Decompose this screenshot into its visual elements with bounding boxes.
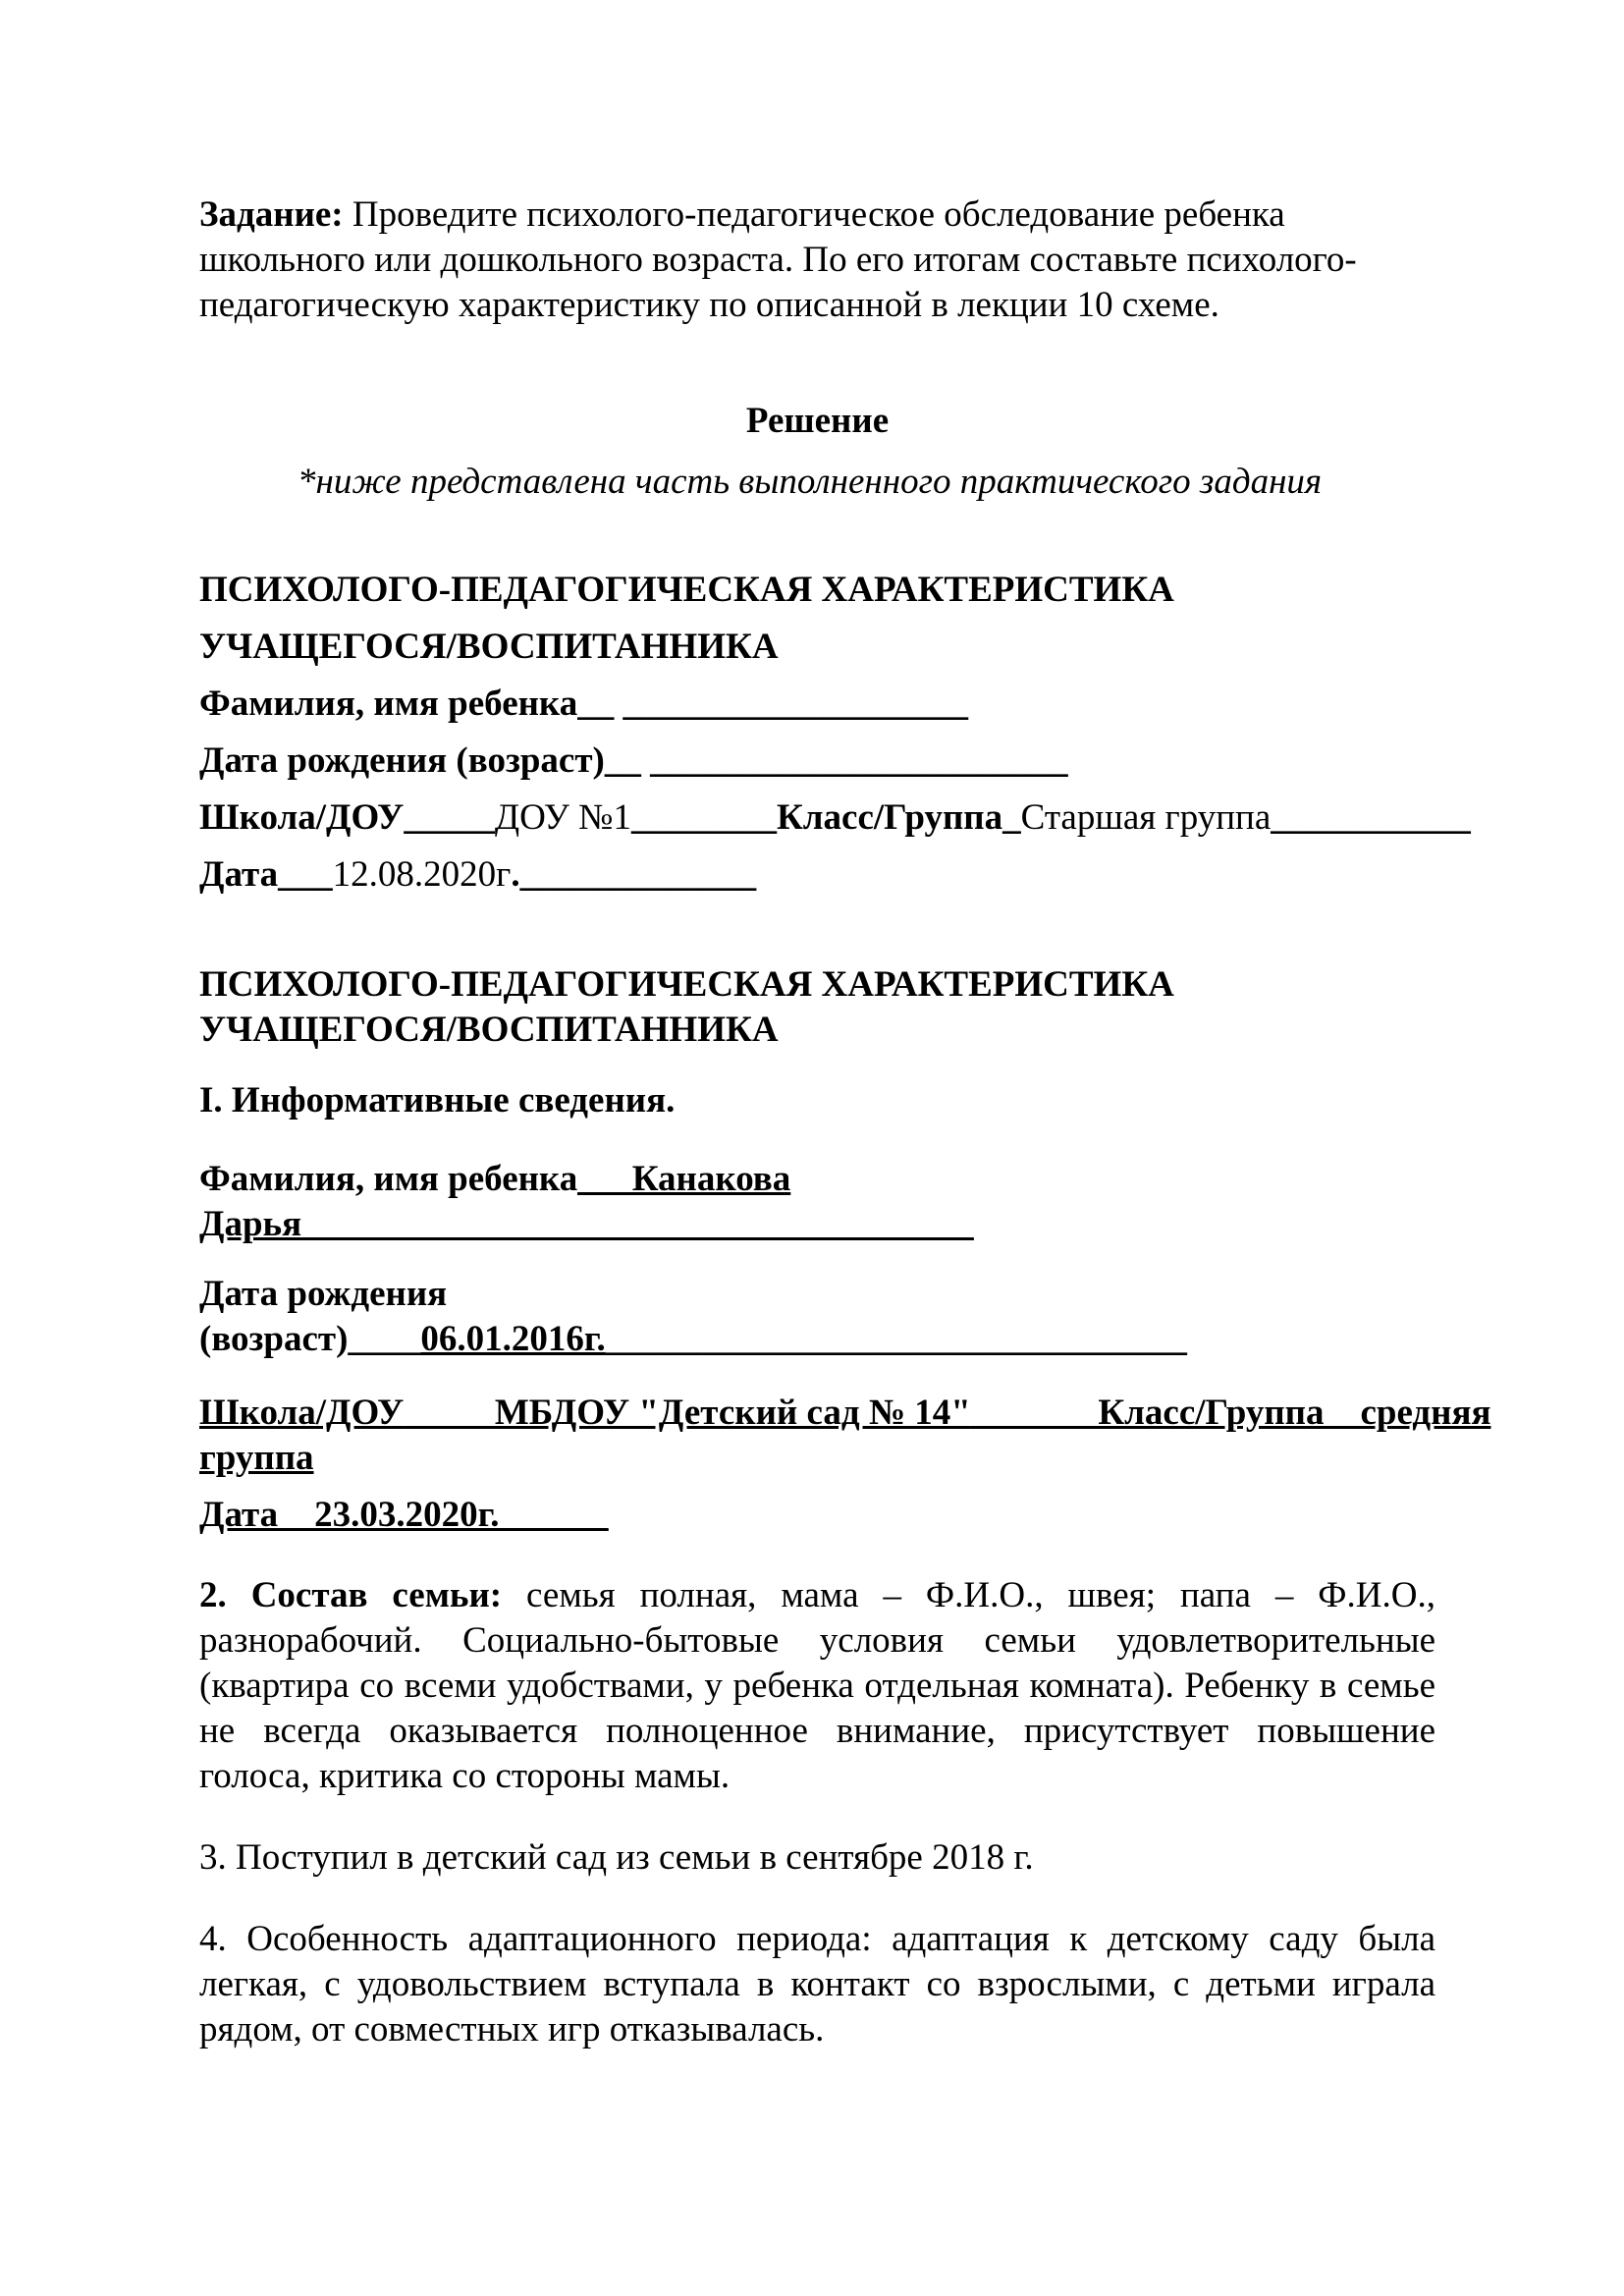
school-sep: _____ [404,1393,495,1433]
date-sep: __ [278,1495,315,1535]
birth-value: 06.01.2016г. [420,1319,606,1359]
filled-date-line [199,1493,1435,1538]
filled-birth-line2 [199,1317,1435,1362]
document-content [199,0,1491,2089]
filled-date-item [199,1493,1435,1538]
date-value: 12.08.2020г [332,854,512,895]
school-sep: _____ [404,797,495,838]
assignment-text: Проведите психолого-педагогическое обследование ребенка школьного или дошкольного возраста. По его итогам составьте психолого-педагогическую характеристику по описанной в лекции 10 схеме. [199,194,1357,325]
family-text: семья полная, мама – Ф.И.О., швея; папа – Ф.И.О., разнорабочий. Социально-бытовые условия семьи удовлетворительные (квартира со всеми удобствами, у ребенка отдельная комната). Ребенку в семье не всегда оказывается полноценное внимание, присутствует повышение голоса, критика со стороны мамы. [199,1575,1435,1796]
name-value: Канакова [631,1159,791,1199]
birth-blank: ________________________________ [605,1319,1187,1359]
blank-form-title-line2: УЧАЩЕГОСЯ/ВОСПИТАННИКА [199,627,779,667]
filled-birth-item [199,1272,1435,1362]
filled-form-title-line1: ПСИХОЛОГО-ПЕДАГОГИЧЕСКАЯ ХАРАКТЕРИСТИКА [199,964,1174,1005]
blank-form-title-line1: ПСИХОЛОГО-ПЕДАГОГИЧЕСКАЯ ХАРАКТЕРИСТИКА [199,570,1174,610]
filled-form-title-line2: УЧАЩЕГОСЯ/ВОСПИТАННИКА [199,1010,779,1050]
blank-form-birth-line [199,733,1435,790]
filled-school-line1 [199,1391,1491,1436]
date-label: Дата [199,854,279,895]
name-blank: ___________________ [614,683,968,724]
name-label: Фамилия, имя ребенка__ [199,683,615,724]
school-label: Школа/ДОУ [199,797,405,838]
filled-school-line2 [199,1436,1435,1481]
class-value-line2: группа [199,1438,314,1478]
section-heading-informative: I. Информативные сведения. [199,1080,676,1121]
filled-name-line1 [199,1157,1435,1202]
adaptation-paragraph: 4. Особенность адаптационного периода: адаптация к детскому саду была легкая, с удовольствием вступала в контакт со взрослыми, с детьми играла рядом, от совместных игр отказывалась. [199,1919,1435,2050]
date-blank: ______ [499,1495,609,1535]
class-label: Класс/Группа [1098,1393,1325,1433]
name-label: Фамилия, имя ребенка [199,1159,578,1199]
name-sep: ___ [577,1159,632,1199]
solution-heading: Решение [745,401,890,441]
school-sep2: _______ [970,1393,1099,1433]
birth-label: Дата рождения (возраст)__ [199,740,641,781]
blank-form-block [199,562,1471,903]
class-label: Класс/Группа [776,797,1003,838]
class-sep: __ [1324,1393,1361,1433]
class-value: Старшая группа [1020,797,1272,838]
blank-form-date-line [199,847,1435,903]
filled-name-line2 [199,1202,1435,1247]
birth-sep: ____ [348,1319,421,1359]
date-label: Дата [199,1495,279,1535]
blank-form-school-line [199,790,1471,847]
blank-form-name-line [199,676,1435,733]
school-value: МБДОУ "Детский сад № 14" [494,1393,971,1433]
name-blank: _____________________________________ [301,1204,974,1244]
assignment-paragraph [199,192,1435,328]
admission-paragraph: 3. Поступил в детский сад из семьи в сентябре 2018 г. [199,1837,1034,1878]
date-sep: ___ [278,854,333,895]
solution-note: *ниже представлена часть выполненного практического задания [298,462,1323,502]
class-value: средняя [1360,1393,1491,1433]
date-value: 23.03.2020г. [314,1495,500,1535]
name-value-line2: Дарья [199,1204,302,1244]
filled-birth-line1: Дата рождения [199,1274,448,1314]
filled-school-item [199,1391,1491,1481]
date-dot: . [511,854,520,895]
assignment-label: Задание: [199,194,344,235]
date-blank: _____________ [519,854,757,895]
school-value: ДОУ №1 [494,797,631,838]
family-label: 2. Состав семьи: [199,1575,503,1615]
birth-blank: _______________________ [640,740,1068,781]
school-label: Школа/ДОУ [199,1393,405,1433]
filled-name-item [199,1157,1435,1247]
family-paragraph [199,1573,1435,1799]
class-sep: _ [1002,797,1021,838]
filled-form-title-block [199,962,1435,1053]
school-sep2: ________ [630,797,777,838]
class-blank: ___________ [1271,797,1471,838]
birth-label2: (возраст) [199,1319,349,1359]
